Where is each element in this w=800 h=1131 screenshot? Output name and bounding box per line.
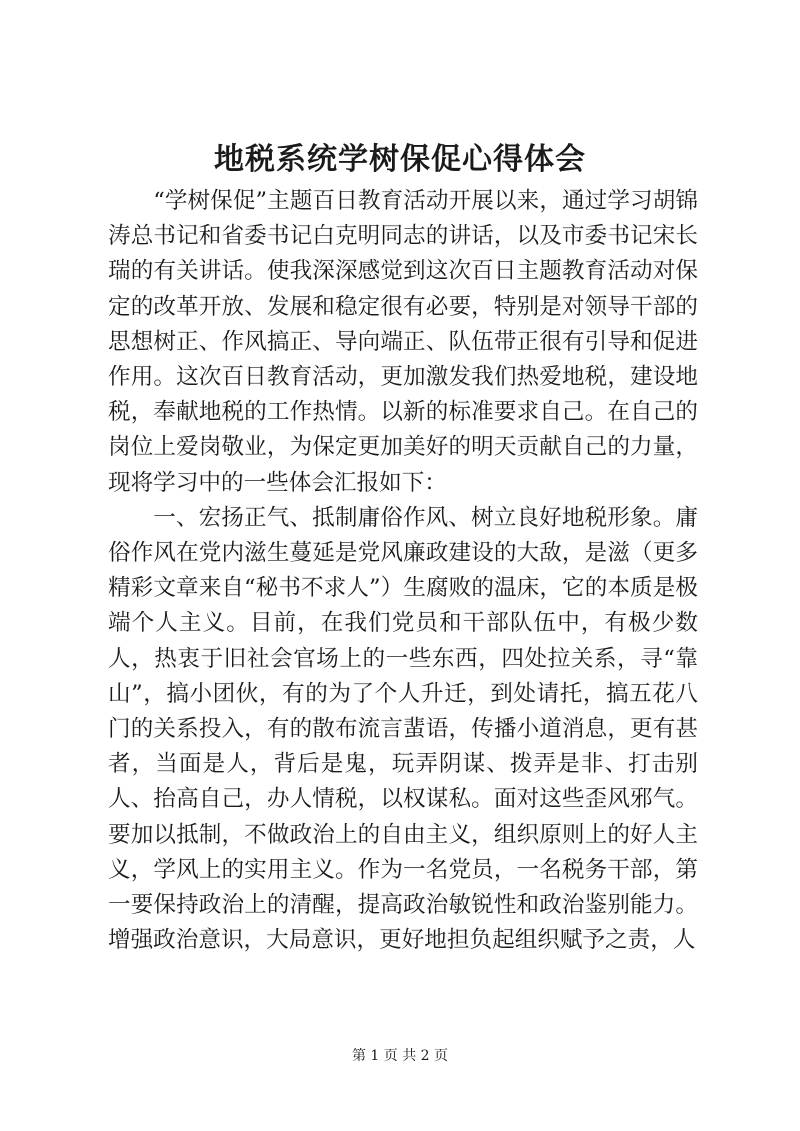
paragraph-section-one: 一、宏扬正气、抵制庸俗作风、树立良好地税形象。庸俗作风在党内滋生蔓延是党风廉政建设的大敌，是滋（更多精彩文章来自“秘书不求人”）生腐败的温床，它的本质是极端个人主义。目前，在我们党员和干部队伍中，有极少数人，热衷于旧社会官场上的一些东西，四处拉关系，寻“靠山”，搞小团伙，有的为了个人升迁，到处请托，搞五花八门的关系投入，有的散布流言蜚语，传播小道消息，更有甚者，当面是人，背后是鬼，玩弄阴谋、拨弄是非、打击别人、抬高自己，办人情税，以权谋私。面对这些歪风邪气。要加以抵制，不做政治上的自由主义，组织原则上的好人主义，学风上的实用主义。作为一名党员，一名税务干部，第一要保持政治上的清醒，提高政治敏锐性和政治鉴别能力。增强政治意识，大局意识，更好地担负起组织赋予之责，人 — [108, 504, 698, 954]
paragraph-intro: “学树保促”主题百日教育活动开展以来，通过学习胡锦涛总书记和省委书记白克明同志的讲话，以及市委书记宋长瑞的有关讲话。使我深深感觉到这次百日主题教育活动对保定的改革开放、发展和稳定很有必要，特别是对领导干部的思想树正、作风搞正、导向端正、队伍带正很有引导和促进作用。这次百日教育活动，更加激发我们热爱地税，建设地税，奉献地税的工作热情。以新的标准要求自己。在自己的岗位上爱岗敬业，为保定更加美好的明天贡献自己的力量，现将学习中的一些体会汇报如下： — [108, 188, 698, 496]
document-title: 地税系统学树保促心得体会 — [214, 142, 586, 177]
document-body — [108, 184, 698, 958]
page-footer: 第 1 页 共 2 页 — [351, 1048, 449, 1064]
